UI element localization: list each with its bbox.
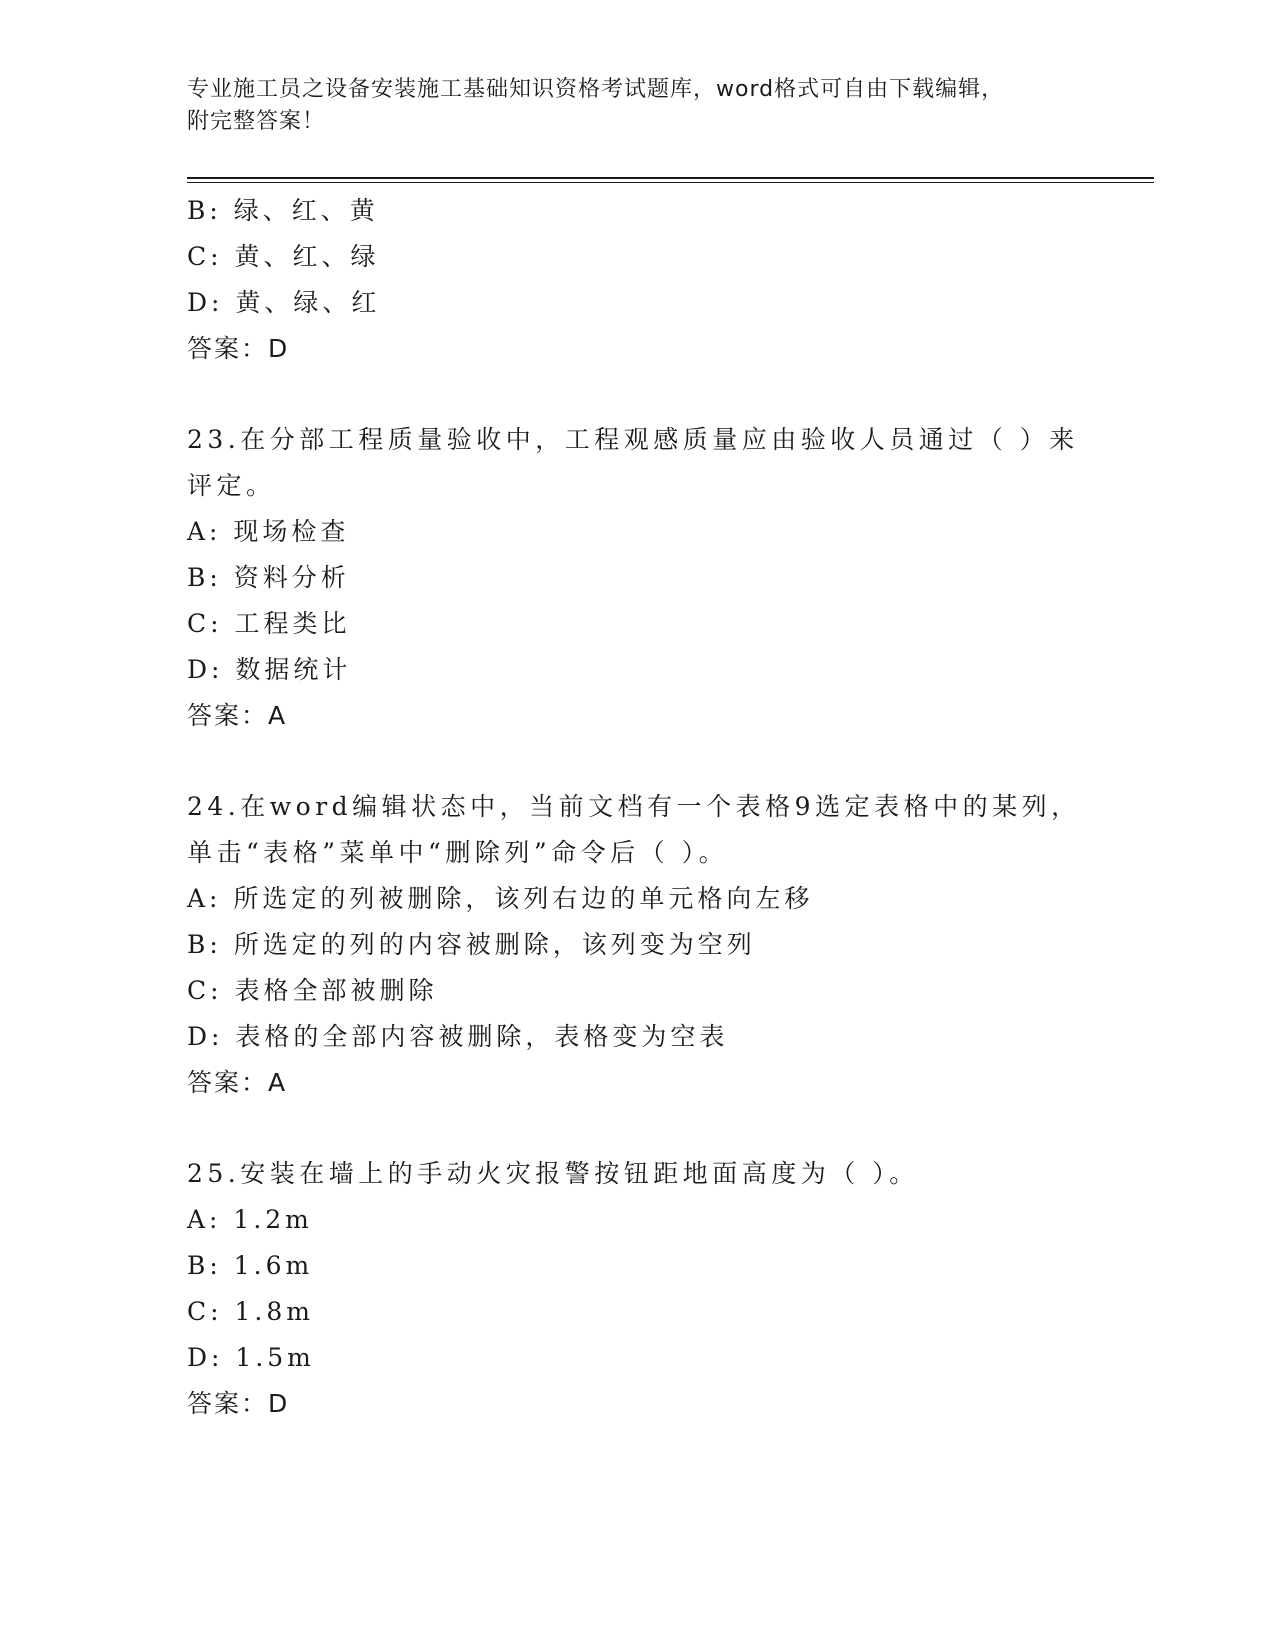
- option-d: D: 1.5m: [187, 1343, 315, 1372]
- header-line-1: 专业施工员之设备安装施工基础知识资格考试题库，word格式可自由下载编辑，: [187, 77, 1005, 102]
- header-rule-thick: [187, 177, 1154, 179]
- question-text: [187, 1151, 1067, 1197]
- question-text-line-2: 单击“表格”菜单中“删除列”命令后（ ）。: [187, 838, 729, 867]
- question-text: [187, 784, 1081, 876]
- option-c: C: 1.8m: [187, 1297, 314, 1326]
- option-a: A: 所选定的列被删除，该列右边的单元格向左移: [187, 884, 814, 913]
- option-a: A: 1.2m: [187, 1205, 313, 1234]
- option-b: B: 资料分析: [187, 563, 350, 592]
- question-25: [187, 1151, 1067, 1427]
- question-24: [187, 784, 1081, 1106]
- option-c: C: 表格全部被删除: [187, 976, 438, 1005]
- question-text-line-2: 评定。: [187, 471, 276, 500]
- option-b: B: 1.6m: [187, 1251, 314, 1280]
- answer: 答案：A: [187, 701, 288, 730]
- option-d: D: 数据统计: [187, 655, 352, 684]
- question-22: [187, 188, 1067, 372]
- document-header: [187, 74, 1087, 138]
- answer: 答案：D: [187, 334, 290, 363]
- option-d: D: 表格的全部内容被删除，表格变为空表: [187, 1022, 729, 1051]
- header-rule-thin: [187, 182, 1154, 183]
- question-text: [187, 417, 1079, 509]
- question-text-line-1: 23.在分部工程质量验收中，工程观感质量应由验收人员通过（ ）来: [187, 425, 1079, 454]
- answer: 答案：A: [187, 1068, 288, 1097]
- option-b: B: 所选定的列的内容被删除，该列变为空列: [187, 930, 756, 959]
- option-b: B: 绿、红、黄: [187, 196, 379, 225]
- question-list: [187, 188, 1081, 1427]
- header-line-2: 附完整答案！: [187, 109, 326, 134]
- option-c: C: 工程类比: [187, 609, 351, 638]
- question-text-line-1: 25.安装在墙上的手动火灾报警按钮距地面高度为（ ）。: [187, 1159, 919, 1188]
- answer: 答案：D: [187, 1389, 290, 1418]
- question-23: [187, 417, 1079, 739]
- question-text-line-1: 24.在word编辑状态中，当前文档有一个表格9选定表格中的某列，: [187, 792, 1081, 821]
- option-d: D: 黄、绿、红: [187, 288, 381, 317]
- option-c: C: 黄、红、绿: [187, 242, 380, 271]
- option-a: A: 现场检查: [187, 517, 350, 546]
